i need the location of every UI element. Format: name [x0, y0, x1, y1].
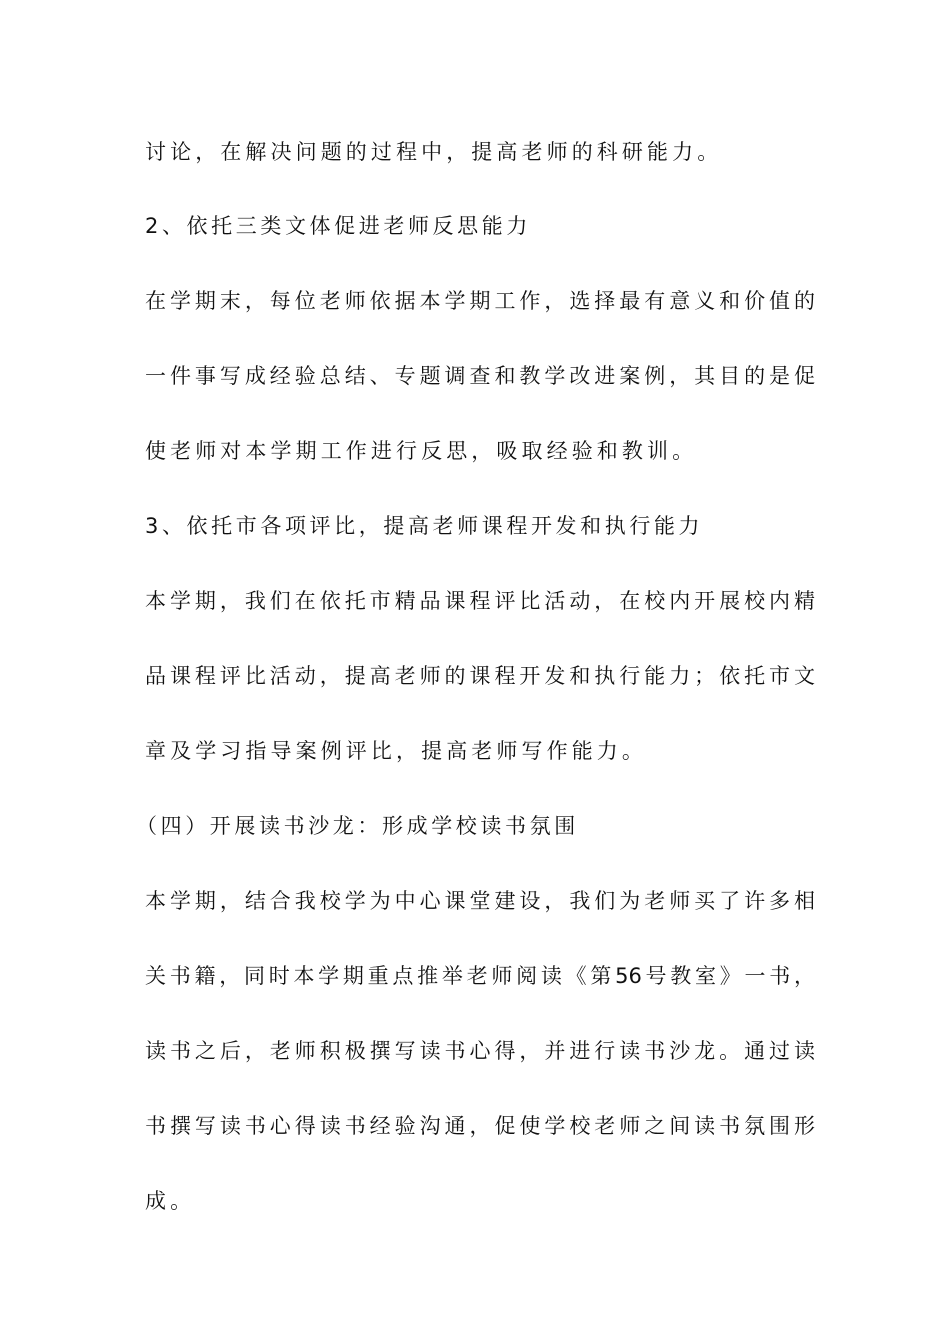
paragraph-line-1: 讨论，在解决问题的过程中，提高老师的科研能力。 — [145, 140, 723, 164]
paragraph-line-11: 本学期，结合我校学为中心课堂建设，我们为老师买了许多相 — [145, 889, 815, 913]
paragraph-line-7: 本学期，我们在依托市精品课程评比活动，在校内开展校内精 — [145, 589, 815, 613]
paragraph-line-12: 关书籍，同时本学期重点推举老师阅读《第56号教室》一书， — [145, 964, 815, 988]
paragraph-line-8: 品课程评比活动，提高老师的课程开发和执行能力；依托市文 — [145, 664, 815, 688]
paragraph-line-13: 读书之后，老师积极撰写读书心得，并进行读书沙龙。通过读 — [145, 1039, 815, 1063]
paragraph-line-15: 成。 — [145, 1189, 196, 1213]
paragraph-line-3: 在学期末，每位老师依据本学期工作，选择最有意义和价值的 — [145, 289, 815, 313]
paragraph-line-5: 使老师对本学期工作进行反思，吸取经验和教训。 — [145, 439, 698, 463]
paragraph-line-4: 一件事写成经验总结、专题调查和教学改进案例，其目的是促 — [145, 364, 815, 388]
paragraph-line-14: 书撰写读书心得读书经验沟通，促使学校老师之间读书氛围形 — [145, 1114, 815, 1138]
paragraph-line-9: 章及学习指导案例评比，提高老师写作能力。 — [145, 739, 647, 763]
section-heading-2: 2、依托三类文体促进老师反思能力 — [145, 214, 531, 238]
section-heading-3: 3、依托市各项评比，提高老师课程开发和执行能力 — [145, 514, 704, 538]
section-heading-4: （四）开展读书沙龙：形成学校读书氛围 — [136, 814, 579, 838]
